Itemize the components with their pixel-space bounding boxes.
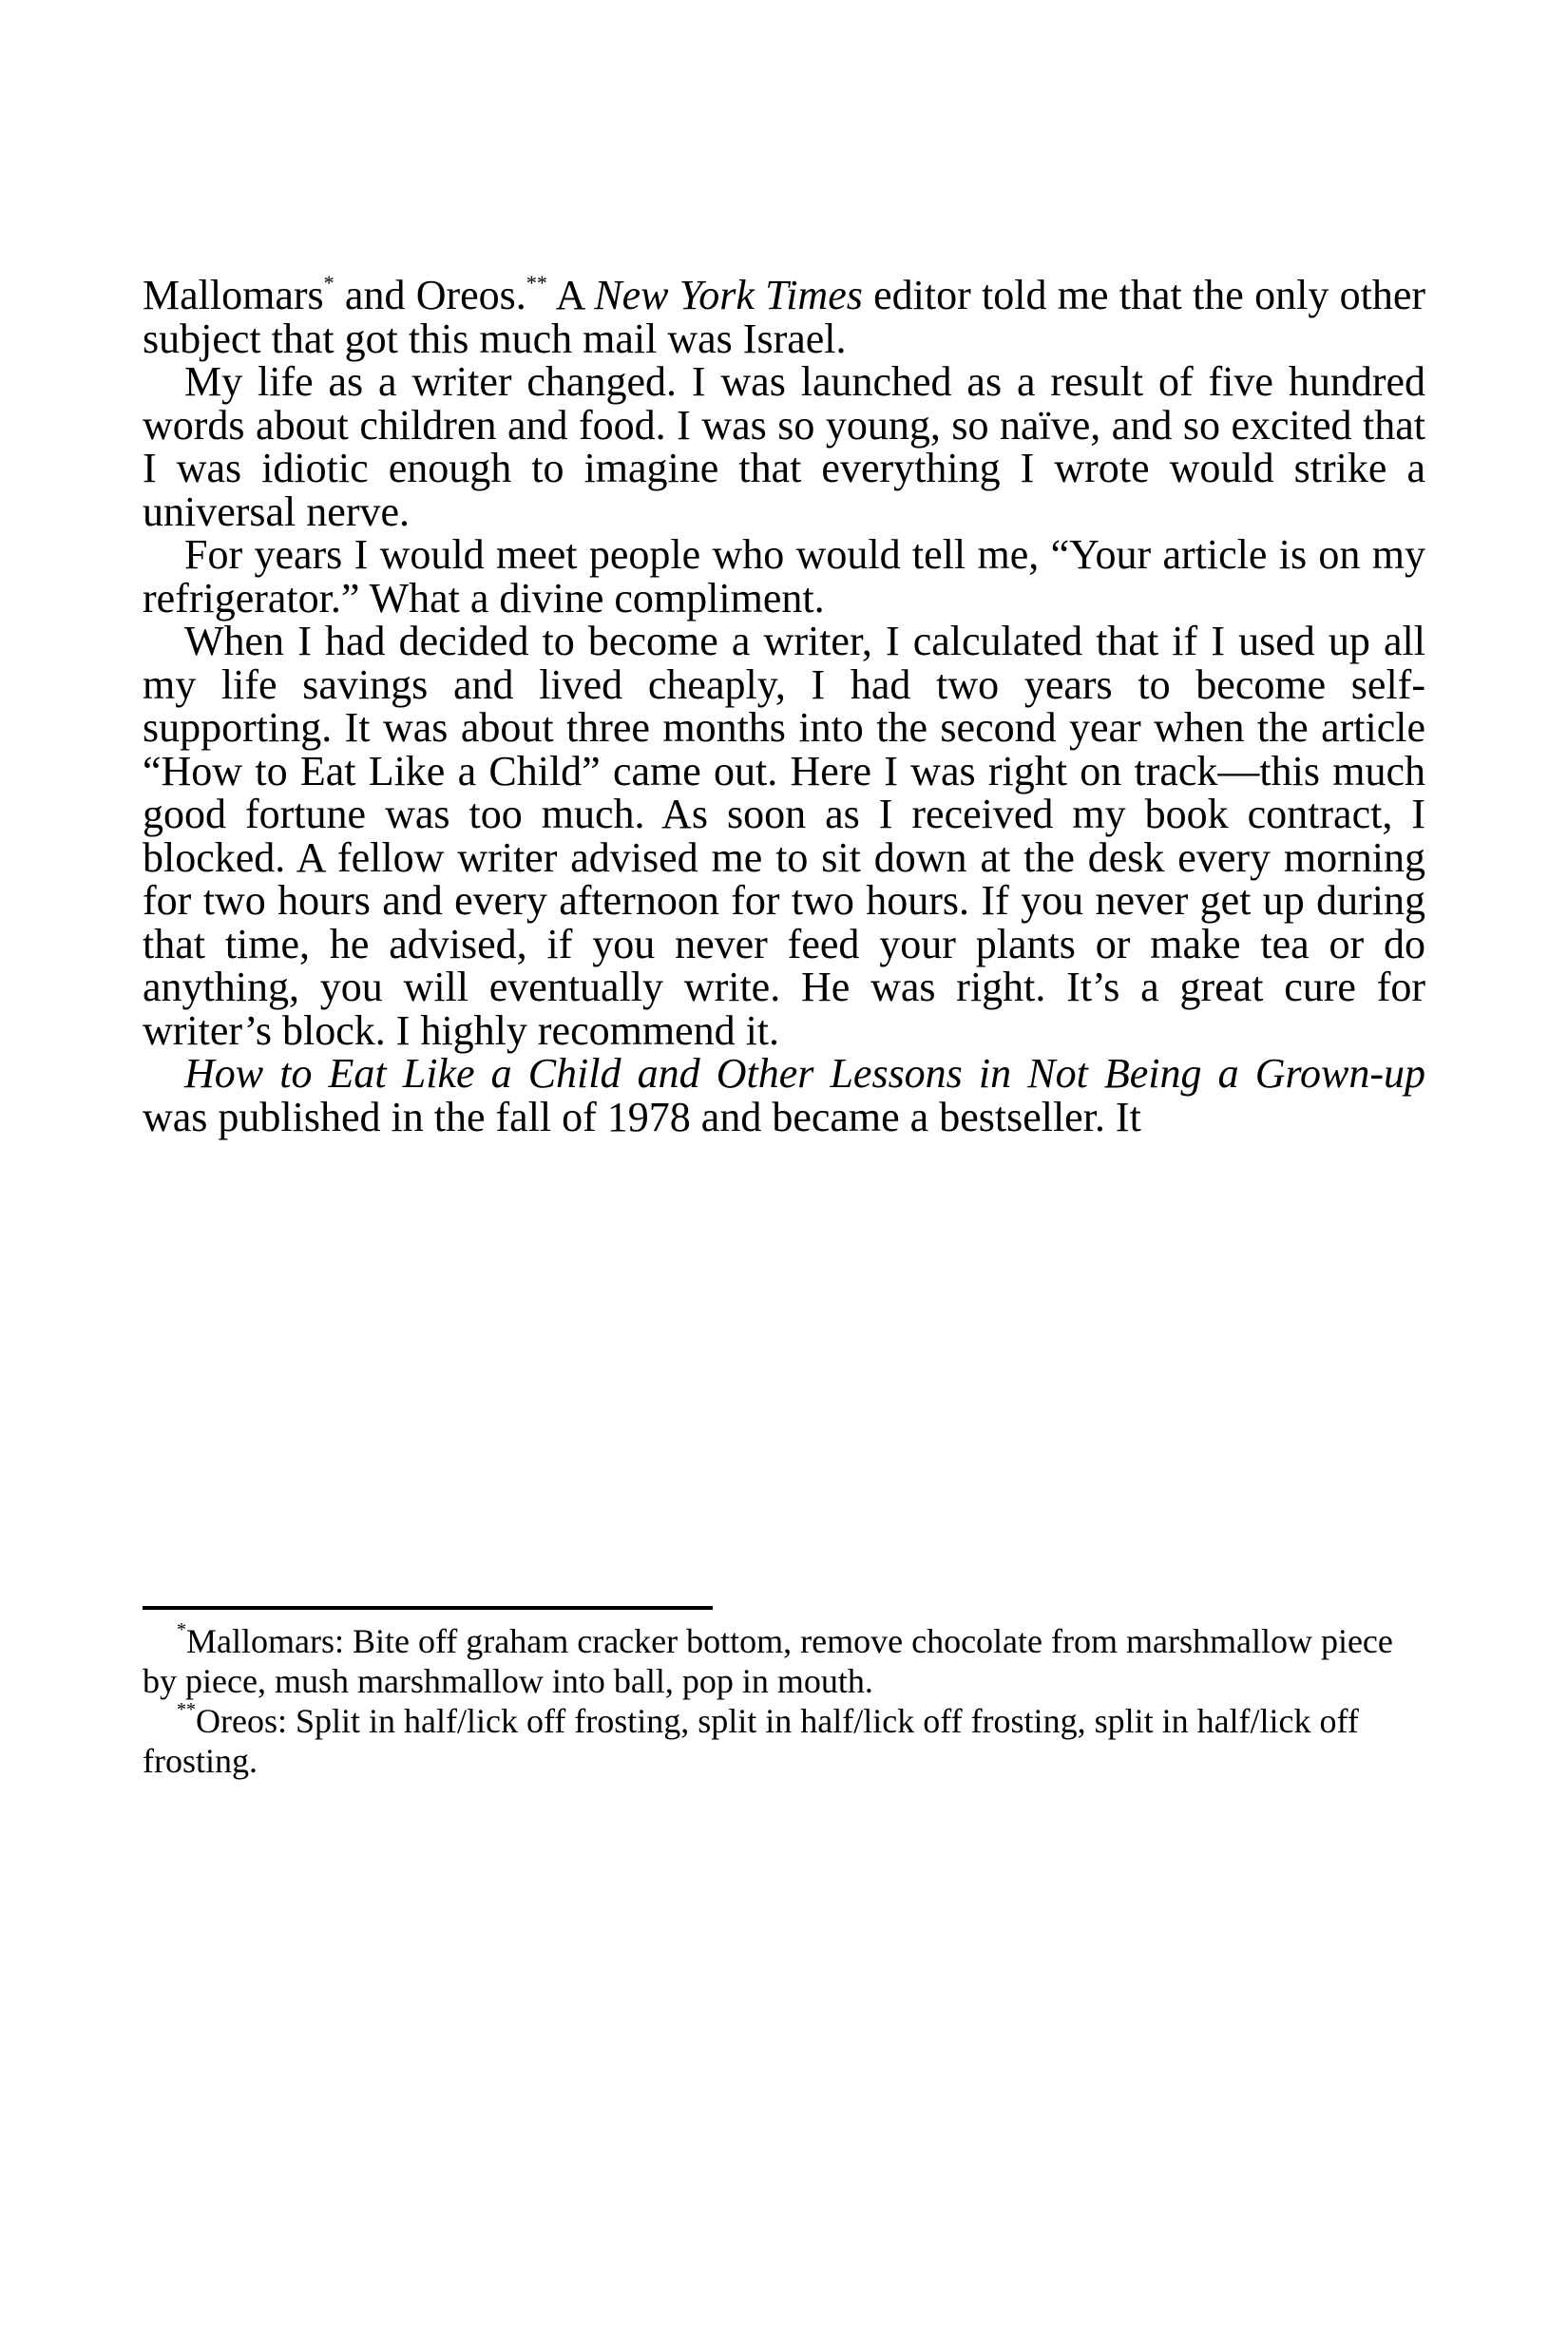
footnote-1-text: Mallomars: Bite off graham cracker bottom, remove chocolate from marshmallow piece by piece, mush marshmallow into ball, pop in mouth. [143, 1622, 1393, 1700]
italic-publication: New York Times [594, 272, 863, 318]
paragraph-2: My life as a writer changed. I was launched as a result of five hundred words about children and food. I was so young, so naïve, and so excited that I was idiotic enough to imagine that everything I wrote would strike a universal nerve. [143, 358, 1425, 535]
footnote-marker-1: * [323, 271, 335, 295]
text-span: and Oreos. [334, 272, 526, 318]
footnote-divider [143, 1606, 713, 1610]
paragraph-5 [143, 1052, 1425, 1138]
footnote-1-marker: * [177, 1619, 186, 1640]
paragraph-1 [143, 271, 1426, 362]
text-span: A [546, 272, 595, 318]
text-span: was published in the fall of 1978 and became a bestseller. It [143, 1093, 1141, 1140]
footnote-marker-2: ** [526, 271, 547, 295]
paragraph-4: When I had decided to become a writer, I calculated that if I used up all my life savings and lived cheaply, I had two years to become self-supporting. It was about three months into the second year when the article “How to Eat Like a Child” came out. Here I was right on track—this much good fortune was too much. As soon as I received my book contract, I blocked. A fellow writer advised me to sit down at the desk every morning for two hours and every afternoon for two hours. If you never get up during that time, he advised, if you never feed your plants or make tea or do anything, you will eventually write. He was right. It’s a great cure for writer’s block. I highly recommend it. [143, 618, 1425, 1054]
body-text [143, 271, 1426, 1140]
footnote-2 [143, 1701, 1425, 1781]
footnotes [143, 1621, 1425, 1781]
paragraph-3: For years I would meet people who would tell me, “Your article is on my refrigerator.” What a divine compliment. [143, 531, 1425, 621]
footnote-2-marker: ** [177, 1699, 196, 1720]
footnote-2-text: Oreos: Split in half/lick off frosting, split in half/lick off frosting, split in half/lick off frosting. [143, 1702, 1359, 1780]
text-span: editor told me that the only other subject that got this much mail was Israel. [143, 272, 1426, 362]
footnote-1 [143, 1621, 1425, 1701]
italic-book-title: How to Eat Like a Child and Other Lessons in Not Being a Grown-up [184, 1050, 1425, 1097]
text-span: Mallomars [143, 272, 324, 318]
